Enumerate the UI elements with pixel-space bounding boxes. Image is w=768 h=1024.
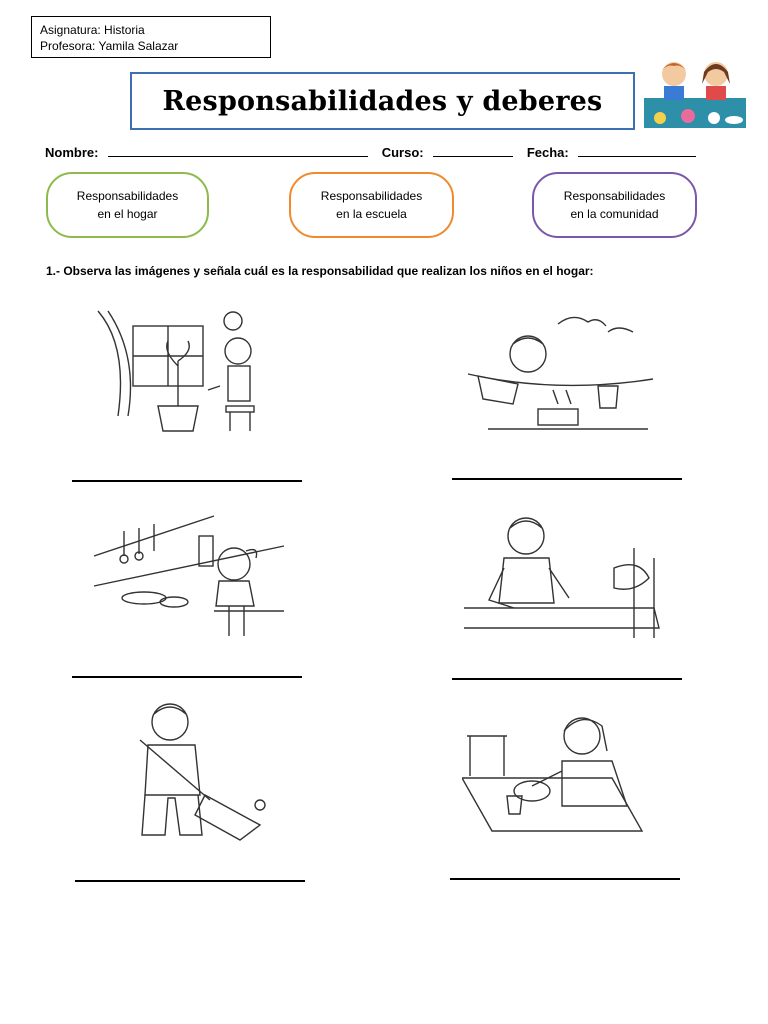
instruction-text: 1.- Observa las imágenes y señala cuál es la responsabilidad que realizan los niños en el hogar:	[46, 264, 594, 278]
answer-line-1[interactable]	[72, 480, 302, 482]
date-field[interactable]	[578, 144, 696, 157]
kids-cooking-icon	[640, 58, 750, 130]
course-label: Curso:	[381, 145, 424, 160]
page-title: Responsabilidades y deberes	[130, 72, 635, 130]
header-info-box	[31, 16, 271, 58]
answer-line-2[interactable]	[452, 478, 682, 480]
subject-line: Asignatura: Historia	[40, 23, 145, 37]
date-label: Fecha:	[526, 145, 569, 160]
answer-line-4[interactable]	[452, 678, 682, 680]
teacher-line: Profesora: Yamila Salazar	[40, 39, 179, 53]
student-form	[45, 144, 745, 160]
course-field[interactable]	[433, 144, 513, 157]
name-field[interactable]	[108, 144, 368, 157]
washing-dishes-illustration	[84, 506, 292, 646]
setting-table-illustration	[462, 706, 664, 846]
answer-line-3[interactable]	[72, 676, 302, 678]
watering-plant-illustration	[88, 306, 288, 442]
category-school: Responsabilidades en la escuela	[289, 172, 454, 238]
sweeping-illustration	[110, 700, 285, 845]
category-home: Responsabilidades en el hogar	[46, 172, 209, 238]
hanging-laundry-illustration	[458, 304, 660, 440]
making-bed-illustration	[464, 508, 666, 640]
name-label: Nombre:	[45, 145, 99, 160]
answer-line-6[interactable]	[450, 878, 680, 880]
answer-line-5[interactable]	[75, 880, 305, 882]
category-community: Responsabilidades en la comunidad	[532, 172, 697, 238]
